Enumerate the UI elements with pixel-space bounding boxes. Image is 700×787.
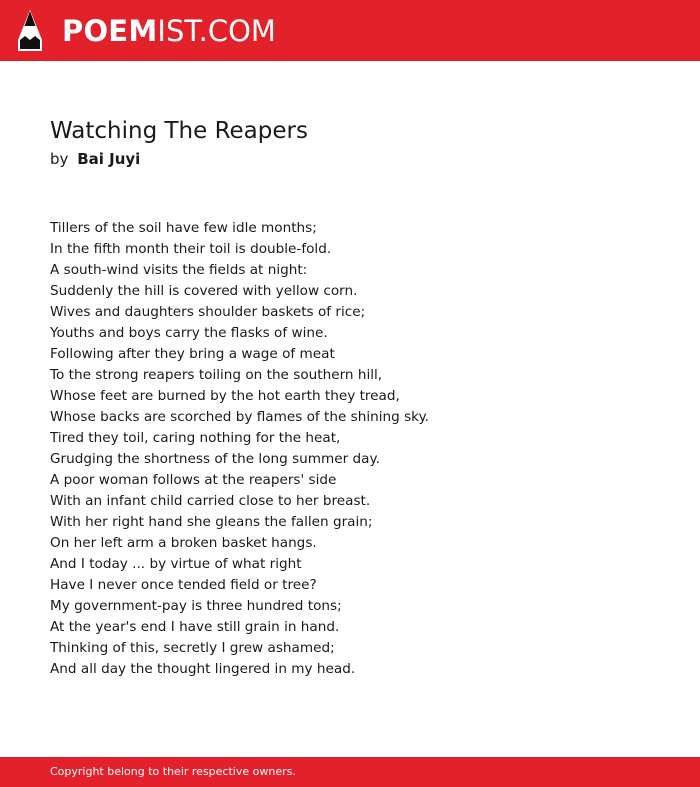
pencil-tip-icon [18,10,42,51]
poem-line: To the strong reapers toiling on the southern hill, [50,367,383,383]
site-header [0,0,700,61]
poem-line: Tillers of the soil have few idle months; [50,220,317,236]
poem-line: And all day the thought lingered in my head. [50,661,356,677]
poem-line: With her right hand she gleans the fallen grain; [50,514,373,530]
poem-line: Wives and daughters shoulder baskets of rice; [50,304,366,320]
poem-line: Whose backs are scorched by flames of the shining sky. [50,409,429,425]
poem-line: A south-wind visits the fields at night: [50,262,308,278]
poem-line: Whose feet are burned by the hot earth they tread, [50,388,400,404]
poem-line: Have I never once tended field or tree? [50,577,317,593]
poem-line: On her left arm a broken basket hangs. [50,535,317,551]
logo-bold-text: POEM [62,14,158,48]
poem-line: And I today ... by virtue of what right [50,556,302,572]
byline [50,148,140,170]
site-footer [0,757,700,787]
poem-line: Suddenly the hill is covered with yellow corn. [50,283,358,299]
poem-line: At the year's end I have still grain in hand. [50,619,340,635]
site-logo[interactable] [62,13,276,49]
poem-line: Tired they toil, caring nothing for the heat, [50,430,341,446]
poem-line: With an infant child carried close to her breast. [50,493,371,509]
poem-title: Watching The Reapers [50,118,308,144]
poem-line: A poor woman follows at the reapers' side [50,472,337,488]
author-name: Bai Juyi [77,150,141,168]
poem-line: Thinking of this, secretly I grew ashamed; [50,640,335,656]
copyright-text: Copyright belong to their respective owners. [50,765,296,778]
logo-light-text: IST.COM [157,14,276,48]
poem-line: My government-pay is three hundred tons; [50,598,342,614]
poem-line: Youths and boys carry the flasks of wine. [50,325,328,341]
poem-line: In the fifth month their toil is double-fold. [50,241,332,257]
poem-body [50,218,670,680]
poem-line: Grudging the shortness of the long summer day. [50,451,380,467]
poem-line: Following after they bring a wage of meat [50,346,335,362]
by-label: by [50,150,69,168]
